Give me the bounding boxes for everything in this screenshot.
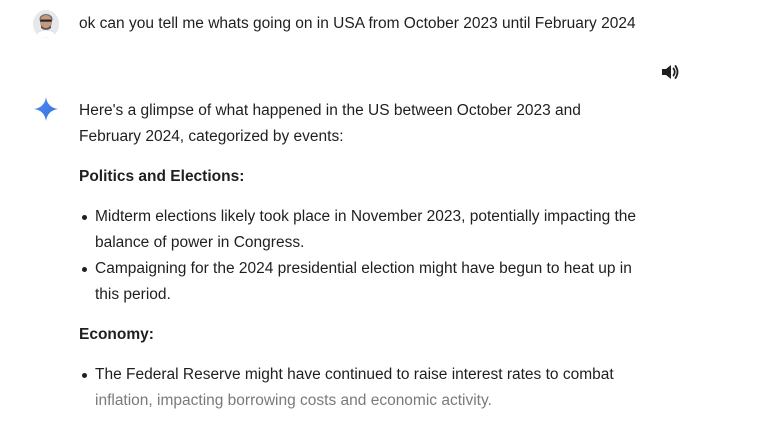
user-avatar <box>33 10 59 38</box>
economy-bullet-list <box>79 362 639 414</box>
section-heading-politics: Politics and Elections: <box>79 168 245 185</box>
politics-bullet-list <box>79 204 639 308</box>
avatar-image <box>33 10 59 38</box>
speaker-icon[interactable] <box>660 63 680 81</box>
gemini-sparkle-icon <box>34 97 58 121</box>
section-heading-economy: Economy: <box>79 326 154 343</box>
assistant-response <box>79 98 639 428</box>
list-item <box>79 362 639 414</box>
bullet-line: The Federal Reserve might have continued to raise interest rates to combat <box>95 366 614 383</box>
list-item: Midterm elections likely took place in November 2023, potentially impacting the balance of power in Congress. <box>79 204 639 256</box>
response-intro: Here's a glimpse of what happened in the US between October 2023 and February 2024, categorized by events: <box>79 102 581 145</box>
user-message: ok can you tell me whats going on in USA from October 2023 until February 2024 <box>79 15 636 32</box>
bullet-line-faded: inflation, impacting borrowing costs and economic activity. <box>95 392 492 409</box>
list-item: Campaigning for the 2024 presidential election might have begun to heat up in this period. <box>79 256 639 308</box>
